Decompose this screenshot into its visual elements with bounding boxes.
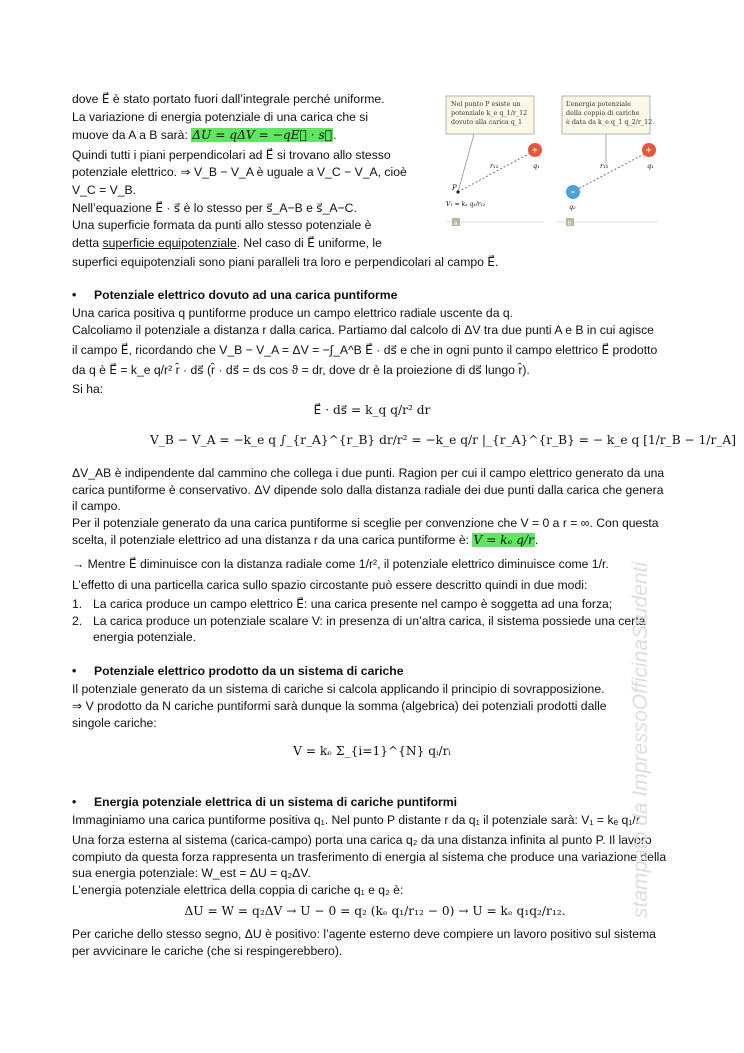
underlined-term: superficie equipotenziale [102, 236, 237, 250]
intro-line: La variazione di energia potenziale di una carica che si [72, 110, 369, 124]
highlighted-formula: ΔU = qΔV = −qE⃗ · s⃗ [192, 128, 333, 142]
point-p-label: P [452, 184, 457, 192]
text-line: da q è E⃗ = k_e q/r² r̂ · ds⃗ (r̂ · ds⃗ = ds cos ϑ = dr, dove dr è la proiezione di ds⃗ lungo r̂). [72, 363, 530, 377]
intro-line: Nell’equazione E⃗ · s⃗ è lo stesso per s⃗_A−B e s⃗_A−C. [72, 201, 357, 215]
plus-sign: + [532, 145, 538, 155]
box-a-line: Nel punto P esiste un [451, 100, 521, 108]
paragraph: Per cariche dello stesso segno, ΔU è positivo: l’agente esterno deve compiere un lavoro positivo sul sistema per avvicinare le cariche (che si respingerebbero). [72, 927, 656, 958]
panel-b-tag: b [568, 221, 572, 227]
paragraph: ΔV_AB è indipendente dal cammino che collega i due punti. Ragion per cui il campo elettrico generato da una carica puntiforme è conservativo. ΔV dipende solo dalla distanza radiale dei due punti dalla carica che genera il campo. [72, 466, 665, 513]
intro-line: muove da A a B sarà: ΔU = qΔV = −qE⃗ · s⃗. [72, 128, 337, 142]
q1-label: q₁ [647, 162, 654, 170]
text-line: Calcoliamo il potenziale a distanza r dalla carica. Partiamo dal calcolo di ΔV tra due punti A e B in cui agisce [72, 323, 654, 337]
text-line: L’energia potenziale elettrica della coppia di cariche q₁ e q₂ è: [72, 883, 404, 897]
list-item: 1. La carica produce un campo elettrico E⃗: una carica presente nel campo è soggetta ad una forza; [72, 597, 613, 611]
box-a-line: potenziale k_e q_1/r_12 [451, 109, 528, 117]
intro-line: V_C = V_B. [72, 183, 137, 197]
v1-label: V₁ = kₑ q₁/r₁₂ [446, 201, 486, 208]
text-line: il campo E⃗, ricordando che V_B − V_A = ΔV = −∫_A^B E⃗ · ds⃗ e che in ogni punto il campo elettrico E⃗ prodotto [72, 343, 658, 357]
watermark-text: stampato da ImpressoOfficinaStudenti [629, 561, 652, 918]
r12-label: r₁₂ [600, 162, 609, 170]
text-line: Si ha: [72, 382, 104, 396]
plus-sign: + [646, 145, 652, 155]
text-line: L’effetto di una particella carica sullo spazio circostante può essere descritto quindi in due modi: [72, 578, 588, 592]
text-line: singole cariche: [72, 716, 157, 730]
q2-label: q₂ [569, 203, 576, 211]
r12-label: r₁₂ [490, 162, 499, 170]
equation: V = kₑ Σ_{i=1}^{N} qᵢ/rᵢ [293, 744, 451, 758]
intro-line: Quindi tutti i piani perpendicolari ad E⃗ si trovano allo stesso [72, 148, 391, 162]
text-line: ⇒ V prodotto da N cariche puntiformi sarà dunque la somma (algebrica) dei potenziali prodotti dalle [72, 699, 607, 713]
watermark [617, 540, 657, 920]
intro-line: detta superficie equipotenziale. Nel caso di E⃗ uniforme, le [72, 236, 382, 250]
potential-figure [444, 94, 658, 230]
intro-line: potenziale elettrico. ⇒ V_B − V_A è uguale a V_C − V_A, cioè [72, 165, 407, 179]
section-heading: • Potenziale elettrico dovuto ad una carica puntiforme [72, 288, 398, 302]
list-item: 2. La carica produce un potenziale scalare V: in presenza di un’altra carica, il sistema possiede una certa energia potenziale. [72, 613, 646, 644]
panel-a-tag: a [454, 221, 458, 227]
equation: ΔU = W = q₂ΔV → U − 0 = q₂ (kₑ q₁/r₁₂ − 0) → U = kₑ q₁q₂/r₁₂. [184, 904, 566, 918]
intro-line: dove E⃗ è stato portato fuori dall’integrale perché uniforme. [72, 92, 385, 106]
text-line: → Mentre E⃗ diminuisce con la distanza radiale come 1/r², il potenziale elettrico diminuisce come 1/r. [72, 557, 609, 571]
text-line: Una carica positiva q puntiforme produce un campo elettrico radiale uscente da q. [72, 306, 514, 320]
figure-svg [444, 94, 658, 230]
minus-sign: − [570, 187, 576, 197]
box-b-line: L’energia potenziale [566, 100, 631, 108]
box-b-line: è data da k_e q_1 q_2/r_12. [566, 118, 655, 126]
text-line: Il potenziale generato da un sistema di cariche si calcola applicando il principio di sovrapposizione. [72, 682, 605, 696]
equation: V_B − V_A = −k_e q ∫_{r_A}^{r_B} dr/r² = −k_e q/r |_{r_A}^{r_B} = − k_e q [1/r_B − 1/r_A] [150, 433, 736, 447]
text-line: Immaginiamo una carica puntiforme positiva q₁. Nel punto P distante r da q₁ il potenziale sarà: V₁ = kₑ q₁/r. [72, 813, 643, 827]
equation: E⃗ · ds⃗ = k_q q/r² dr [313, 403, 431, 417]
paragraph: Una forza esterna al sistema (carica-campo) porta una carica q₂ da una distanza infinita al punto P. Il lavoro compiuto da questa forza rappresenta un trasferimento di energia al sistema che produce una variazione della sua energia potenziale: W_est = ΔU = q₂ΔV. [72, 833, 667, 880]
numbered-list [72, 596, 672, 646]
section-heading: • Energia potenziale elettrica di un sistema di cariche puntiformi [72, 795, 458, 809]
section-heading: • Potenziale elettrico prodotto da un sistema di cariche [72, 664, 404, 678]
intro-line: Una superficie formata da punti allo stesso potenziale è [72, 218, 372, 232]
box-a-line: dovuto alla carica q_1 [451, 118, 523, 126]
intro-line: superfici equipotenziali sono piani paralleli tra loro e perpendicolari al campo E⃗. [72, 255, 499, 269]
q1-label: q₁ [533, 162, 540, 170]
highlighted-formula: V = kₑ q/r [473, 532, 534, 547]
box-b-line: della coppia di cariche [566, 109, 640, 117]
paragraph: Per il potenziale generato da una carica puntiforme si sceglie per convenzione che V = 0 a r = ∞. Con questa scelta, il potenziale elettrico ad una distanza r da una carica puntiforme è: V = kₑ q/r. [72, 516, 659, 547]
